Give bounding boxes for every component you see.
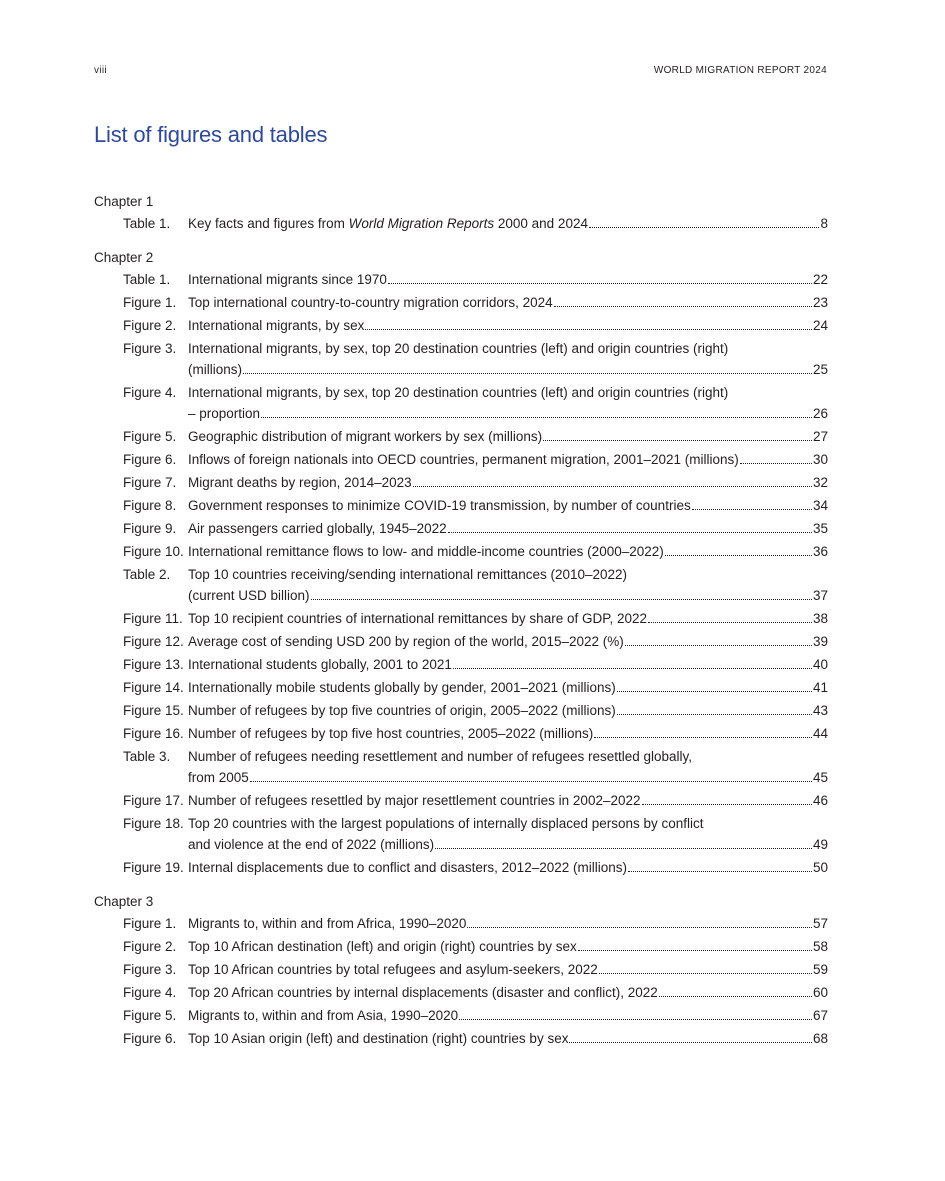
entry-page-number: 49: [812, 837, 828, 852]
chapter-section: [94, 892, 828, 1049]
dot-leader: [569, 1042, 812, 1043]
entry-title-text: Number of refugees by top five countries of origin, 2005–2022 (millions): [188, 703, 616, 718]
entry-title: [188, 585, 310, 606]
entry-title-text: (current USD billion): [188, 588, 310, 603]
entry-title: [188, 269, 387, 290]
toc-entry[interactable]: [94, 982, 828, 1003]
entry-title-text: (millions): [188, 362, 242, 377]
entry-title-text: Top international country-to-country migration corridors, 2024: [188, 295, 553, 310]
entry-title-text: International remittance flows to low- and middle-income countries (2000–2022): [188, 544, 664, 559]
entry-title: [188, 449, 739, 470]
entry-label: Figure 16.: [123, 726, 184, 741]
entry-title-text: Migrants to, within and from Asia, 1990–2020: [188, 1008, 459, 1023]
entry-title: [188, 959, 598, 980]
entry-title: [188, 213, 588, 234]
entry-title-line: Top 10 countries receiving/sending international remittances (2010–2022): [188, 567, 628, 582]
entry-title-text: International migrants since 1970: [188, 272, 387, 287]
dot-leader: [578, 950, 812, 951]
dot-leader: [311, 599, 812, 600]
entry-title: [188, 982, 658, 1003]
entry-title-text: Inflows of foreign nationals into OECD countries, permanent migration, 2001–2021 (millions): [188, 452, 739, 467]
dot-leader: [459, 1019, 812, 1020]
entry-page-number: 36: [812, 544, 828, 559]
chapter-title: Chapter 1: [94, 194, 154, 209]
toc-entry[interactable]: [94, 913, 828, 934]
dot-leader: [543, 440, 812, 441]
entry-title-italic: World Migration Reports: [348, 216, 495, 231]
dot-leader: [617, 691, 812, 692]
entry-title-text: Key facts and figures from: [188, 216, 349, 231]
entry-title-text: Migrant deaths by region, 2014–2023: [188, 475, 412, 490]
entry-title-text: Geographic distribution of migrant workers by sex (millions): [188, 429, 543, 444]
toc-entry[interactable]: [94, 382, 828, 424]
entry-title-text: Internationally mobile students globally by gender, 2001–2021 (millions): [188, 680, 616, 695]
entry-label: Figure 4.: [123, 985, 177, 1000]
entry-title: [188, 1005, 458, 1026]
entry-page-number: 44: [812, 726, 828, 741]
entry-page-number: 37: [812, 588, 828, 603]
entry-title-line: Top 20 countries with the largest populations of internally displaced persons by conflict: [188, 816, 704, 831]
entry-label: Table 1.: [123, 272, 171, 287]
dot-leader: [617, 714, 812, 715]
entry-title: [188, 654, 452, 675]
toc-entry[interactable]: [94, 541, 828, 562]
toc-entry[interactable]: [94, 315, 828, 336]
toc-entry[interactable]: [94, 936, 828, 957]
entry-label: Figure 3.: [123, 962, 177, 977]
entry-title-text: Government responses to minimize COVID-19 transmission, by number of countries: [188, 498, 691, 513]
entry-title: [188, 315, 364, 336]
entry-page-number: 38: [812, 611, 828, 626]
entry-label: Figure 4.: [123, 385, 177, 400]
entry-title: [188, 608, 647, 629]
entry-page-number: 22: [812, 272, 828, 287]
entry-page-number: 24: [812, 318, 828, 333]
entry-title-text: Number of refugees by top five host countries, 2005–2022 (millions): [188, 726, 594, 741]
entry-label: Figure 5.: [123, 1008, 177, 1023]
entry-title-text: Internal displacements due to conflict and disasters, 2012–2022 (millions): [188, 860, 627, 875]
dot-leader: [599, 973, 812, 974]
entry-title: [188, 426, 542, 447]
chapter-section: [94, 192, 828, 234]
entry-title: [188, 631, 624, 652]
toc-entry[interactable]: [94, 495, 828, 516]
entry-label: Figure 6.: [123, 452, 177, 467]
dot-leader: [740, 463, 812, 464]
entry-title: [188, 767, 249, 788]
entry-label: Figure 19.: [123, 860, 184, 875]
entry-label: Figure 3.: [123, 341, 177, 356]
entry-page-number: 32: [812, 475, 828, 490]
dot-leader: [625, 645, 812, 646]
entry-page-number: 23: [812, 295, 828, 310]
entry-title-text: and violence at the end of 2022 (millions): [188, 837, 435, 852]
entry-title: [188, 541, 664, 562]
entry-title: [188, 790, 641, 811]
entry-page-number: 46: [812, 793, 828, 808]
entry-title: [188, 723, 593, 744]
entry-title-line: Number of refugees needing resettlement and number of refugees resettled globally,: [188, 749, 693, 764]
entry-label: Table 1.: [123, 216, 171, 231]
entry-title: [188, 913, 466, 934]
entry-page-number: 35: [812, 521, 828, 536]
dot-leader: [250, 781, 812, 782]
entry-page-number: 68: [812, 1031, 828, 1046]
entry-title: [188, 1028, 568, 1049]
entry-title: [188, 403, 260, 424]
toc-entry[interactable]: [94, 213, 828, 234]
toc-entry[interactable]: [94, 857, 828, 878]
toc-entry[interactable]: [94, 564, 828, 606]
chapter-title: Chapter 3: [94, 894, 154, 909]
entry-label: Figure 1.: [123, 916, 177, 931]
entry-page-number: 25: [812, 362, 828, 377]
toc-entry[interactable]: [94, 700, 828, 721]
entry-page-number: 60: [812, 985, 828, 1000]
entry-title-text: 2000 and 2024: [494, 216, 588, 231]
entry-page-number: 58: [812, 939, 828, 954]
toc-entry[interactable]: [94, 959, 828, 980]
entry-label: Figure 2.: [123, 318, 177, 333]
entry-title: [188, 834, 434, 855]
dot-leader: [467, 927, 812, 928]
entry-label: Figure 15.: [123, 703, 184, 718]
entry-label: Figure 18.: [123, 816, 184, 831]
toc-entry[interactable]: [94, 631, 828, 652]
dot-leader: [589, 227, 820, 228]
toc-entry[interactable]: [94, 292, 828, 313]
entry-title-text: Number of refugees resettled by major resettlement countries in 2002–2022: [188, 793, 641, 808]
entry-title-text: Top 20 African countries by internal displacements (disaster and conflict), 2022: [188, 985, 658, 1000]
entry-label: Figure 9.: [123, 521, 177, 536]
entry-label: Figure 17.: [123, 793, 184, 808]
entry-page-number: 59: [812, 962, 828, 977]
entry-title: [188, 936, 577, 957]
dot-leader: [435, 848, 812, 849]
entry-title-text: Top 10 African destination (left) and origin (right) countries by sex: [188, 939, 577, 954]
entry-title: [188, 700, 616, 721]
entry-title: [188, 677, 616, 698]
dot-leader: [554, 306, 812, 307]
entry-title-line: International migrants, by sex, top 20 destination countries (left) and origin countries (right): [188, 385, 729, 400]
toc-entry[interactable]: [94, 269, 828, 290]
entry-title-text: Air passengers carried globally, 1945–2022: [188, 521, 447, 536]
toc-entry[interactable]: [94, 654, 828, 675]
entry-title-text: International students globally, 2001 to 2021: [188, 657, 452, 672]
toc-entry[interactable]: [94, 338, 828, 380]
entry-page-number: 40: [812, 657, 828, 672]
dot-leader: [448, 532, 812, 533]
entry-page-number: 67: [812, 1008, 828, 1023]
entry-label: Figure 5.: [123, 429, 177, 444]
toc-entry[interactable]: [94, 608, 828, 629]
toc-entry[interactable]: [94, 1005, 828, 1026]
running-head: WORLD MIGRATION REPORT 2024: [653, 65, 827, 76]
dot-leader: [413, 486, 812, 487]
entry-title-text: Top 10 recipient countries of international remittances by share of GDP, 2022: [188, 611, 648, 626]
entry-page-number: 34: [812, 498, 828, 513]
toc-list: [94, 192, 828, 1063]
toc-entry[interactable]: [94, 472, 828, 493]
entry-page-number: 43: [812, 703, 828, 718]
entry-label: Figure 2.: [123, 939, 177, 954]
entry-page-number: 26: [812, 406, 828, 421]
entry-page-number: 50: [812, 860, 828, 875]
entry-page-number: 57: [812, 916, 828, 931]
entry-title: [188, 857, 627, 878]
entry-title: [188, 359, 242, 380]
toc-entry[interactable]: [94, 813, 828, 855]
chapter-title: Chapter 2: [94, 250, 154, 265]
toc-entry[interactable]: [94, 746, 828, 788]
toc-entry[interactable]: [94, 677, 828, 698]
entry-page-number: 27: [812, 429, 828, 444]
entry-label: Figure 7.: [123, 475, 177, 490]
entry-title: [188, 495, 691, 516]
toc-entry[interactable]: [94, 426, 828, 447]
dot-leader: [659, 996, 812, 997]
entry-title-text: – proportion: [188, 406, 261, 421]
entry-title-text: Average cost of sending USD 200 by region of the world, 2015–2022 (%): [188, 634, 624, 649]
entry-label: Table 3.: [123, 749, 171, 764]
entry-label: Figure 12.: [123, 634, 184, 649]
entry-title: [188, 472, 412, 493]
toc-entry[interactable]: [94, 1028, 828, 1049]
dot-leader: [243, 373, 812, 374]
entry-title-text: Top 10 African countries by total refugees and asylum-seekers, 2022: [188, 962, 598, 977]
toc-entry[interactable]: [94, 790, 828, 811]
page-number: viii: [94, 65, 107, 76]
entry-title-line: International migrants, by sex, top 20 destination countries (left) and origin countries (right): [188, 341, 729, 356]
entry-page-number: 30: [812, 452, 828, 467]
dot-leader: [453, 668, 812, 669]
dot-leader: [648, 622, 812, 623]
entry-title-text: Top 10 Asian origin (left) and destination (right) countries by sex: [188, 1031, 569, 1046]
entry-label: Figure 13.: [123, 657, 184, 672]
entry-label: Figure 8.: [123, 498, 177, 513]
entry-title: [188, 292, 553, 313]
entry-title: [188, 518, 447, 539]
dot-leader: [628, 871, 812, 872]
entry-label: Figure 10.: [123, 544, 184, 559]
chapter-section: [94, 248, 828, 878]
entry-label: Figure 1.: [123, 295, 177, 310]
dot-leader: [665, 555, 812, 556]
dot-leader: [261, 417, 812, 418]
dot-leader: [642, 804, 812, 805]
entry-page-number: 41: [812, 680, 828, 695]
toc-entry[interactable]: [94, 518, 828, 539]
entry-label: Table 2.: [123, 567, 171, 582]
dot-leader: [594, 737, 812, 738]
entry-page-number: 45: [812, 770, 828, 785]
entry-label: Figure 11.: [123, 611, 183, 626]
entry-label: Figure 14.: [123, 680, 184, 695]
entry-title-text: from 2005: [188, 770, 249, 785]
entry-title-text: Migrants to, within and from Africa, 1990–2020: [188, 916, 467, 931]
dot-leader: [365, 329, 812, 330]
entry-title-text: International migrants, by sex: [188, 318, 365, 333]
entry-page-number: 39: [812, 634, 828, 649]
page-title: List of figures and tables: [94, 122, 328, 147]
entry-page-number: 8: [820, 216, 828, 231]
dot-leader: [692, 509, 812, 510]
toc-entry[interactable]: [94, 723, 828, 744]
dot-leader: [388, 283, 812, 284]
toc-entry[interactable]: [94, 449, 828, 470]
entry-label: Figure 6.: [123, 1031, 177, 1046]
